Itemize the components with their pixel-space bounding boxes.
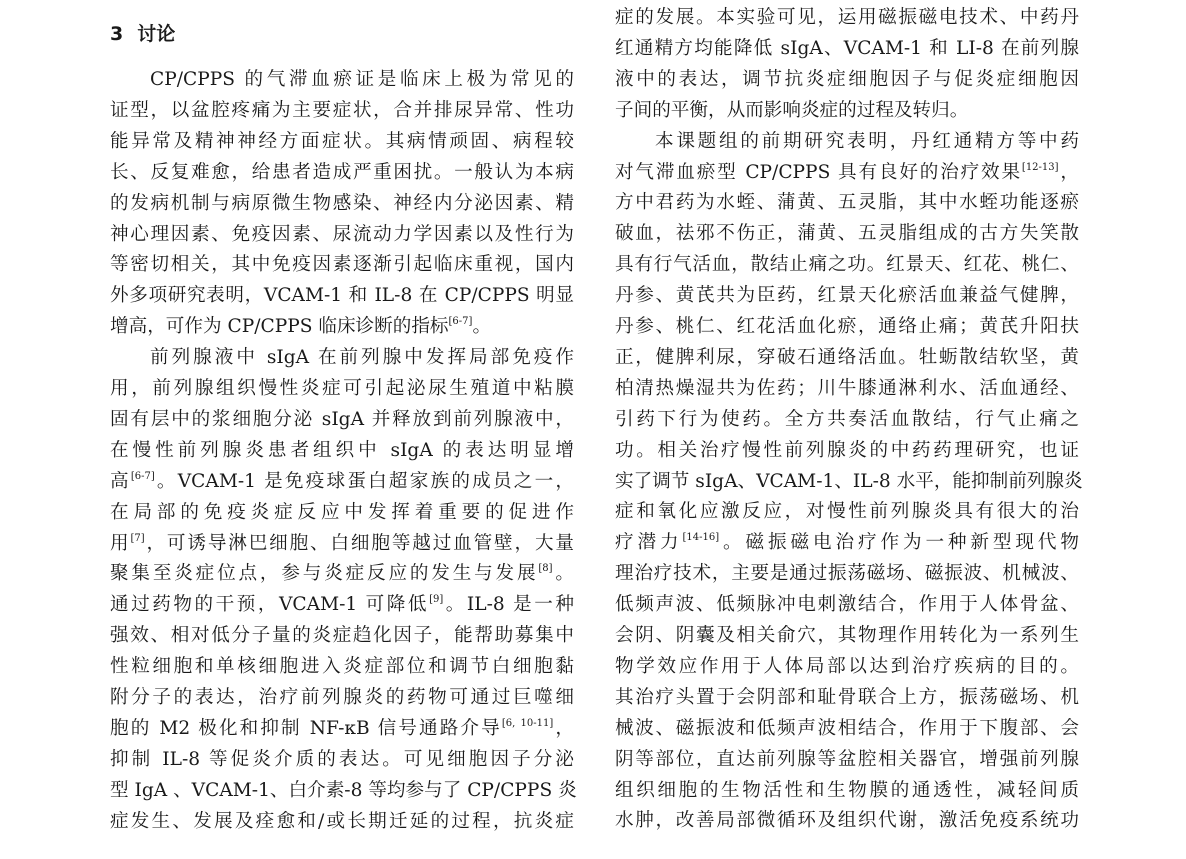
line-text: 高 <box>110 470 131 492</box>
line-text: 的发病机制与病原微生物感染、神经内分泌因素、精 <box>110 192 574 214</box>
line-text-after: 。 <box>552 563 574 585</box>
line-text: 症的发展。本实验可见，运用磁振磁电技术、中药丹 <box>615 7 1079 28</box>
line-text: 用，前列腺组织慢性炎症可引起泌尿生殖道中粘膜 <box>110 378 574 399</box>
text-line <box>110 529 574 559</box>
text-line <box>615 96 968 126</box>
line-text: 症发生、发展及痊愈和/或长期迁延的过程，抗炎症 <box>110 810 574 832</box>
line-text: CP/CPPS 的气滞血瘀证是临床上极为常见的 <box>150 69 574 90</box>
line-text-after: 。 <box>472 316 492 338</box>
text-line <box>110 250 574 280</box>
line-text: 前列腺液中 sIgA 在前列腺中发挥局部免疫作 <box>150 347 574 369</box>
line-text: 械波、磁振波和低频声波相结合，作用于下腹部、会 <box>615 717 1079 739</box>
text-line <box>615 34 1079 64</box>
text-line <box>110 776 577 806</box>
line-text: 增高，可作为 CP/CPPS 临床诊断的指标 <box>110 316 449 338</box>
text-line <box>615 776 1079 806</box>
line-text-after: 。磁振磁电治疗作为一种新型现代物 <box>719 532 1079 554</box>
text-line <box>110 281 574 311</box>
text-line <box>110 374 574 404</box>
text-line <box>615 312 1079 342</box>
line-text: 胞的 M2 极化和抑制 NF-κB 信号通路介导 <box>110 717 502 739</box>
line-text: 能异常及精神神经方面症状。其病情顽固、病程较 <box>110 130 574 152</box>
line-text: 等密切相关，其中免疫因素逐渐引起临床重视，国内 <box>110 254 574 276</box>
text-line <box>110 714 574 744</box>
citation-ref: [12-13] <box>1021 161 1059 173</box>
line-text: 丹参、黄芪共为臣药，红景天化瘀活血兼益气健脾， <box>615 285 1079 307</box>
text-line <box>615 219 1079 249</box>
citation-ref: [6-7] <box>448 316 473 328</box>
line-text: 液中的表达，调节抗炎症细胞因子与促炎症细胞因 <box>615 68 1079 90</box>
text-line <box>615 158 1079 188</box>
text-line <box>615 559 1079 589</box>
line-text: 疗潜力 <box>615 532 683 554</box>
text-line <box>615 65 1079 95</box>
line-text: 丹参、桃仁、红花活血化瘀，通络止痛；黄芪升阳扶 <box>615 316 1079 337</box>
line-text: 方中君药为水蛭、蒲黄、五灵脂，其中水蛭功能逐瘀 <box>615 192 1079 214</box>
text-line <box>615 250 1079 280</box>
citation-ref: [6-7] <box>130 470 155 482</box>
line-text: 通过药物的干预，VCAM-1 可降低 <box>110 594 430 616</box>
line-text: 引药下行为使药。全方共奏活血散结，行气止痛之 <box>615 408 1079 430</box>
text-line <box>615 683 1079 713</box>
line-text: 聚集至炎症位点，参与炎症反应的发生与发展 <box>110 563 539 585</box>
line-text: 强效、相对低分子量的炎症趋化因子，能帮助募集中 <box>110 625 574 647</box>
text-line <box>615 281 1079 311</box>
text-line <box>615 806 1079 836</box>
line-text: 本课题组的前期研究表明，丹红通精方等中药 <box>655 130 1079 152</box>
line-text: 柏清热燥湿共为佐药；川牛膝通淋利水、活血通经、 <box>615 377 1079 399</box>
citation-ref: [9] <box>429 594 444 606</box>
line-text: 正，健脾利尿，穿破石通络活血。牡蛎散结软坚，黄 <box>615 346 1079 368</box>
text-line <box>615 343 1079 373</box>
text-line <box>110 745 574 775</box>
text-line <box>110 621 574 651</box>
citation-ref: [8] <box>538 563 553 575</box>
text-line <box>110 127 574 157</box>
text-line <box>110 189 574 219</box>
text-line <box>110 807 574 837</box>
text-line <box>615 467 1083 497</box>
line-text: 在慢性前列腺炎患者组织中 sIgA 的表达明显增 <box>110 439 574 461</box>
line-text: 抑制 IL-8 等促炎介质的表达。可见细胞因子分泌 <box>110 748 574 770</box>
text-line <box>615 497 1079 527</box>
line-text: 破血，祛邪不伤正，蒲黄、五灵脂组成的古方失笑散 <box>615 223 1079 245</box>
text-line <box>110 405 574 435</box>
text-line <box>615 374 1079 404</box>
text-line <box>110 467 574 497</box>
line-text: 低频声波、低频脉冲电刺激结合，作用于人体骨盆、 <box>615 594 1079 616</box>
text-line <box>110 436 574 466</box>
text-line <box>110 220 574 250</box>
line-text: 物学效应作用于人体局部以达到治疗疾病的目的。 <box>615 655 1079 677</box>
citation-ref: [7] <box>130 532 145 544</box>
text-line <box>110 559 574 589</box>
section-title: 讨论 <box>137 23 176 45</box>
line-text-after: ，可诱导淋巴细胞、白细胞等越过血管壁，大量 <box>144 532 574 554</box>
text-line <box>110 683 574 713</box>
line-text: 实了调节 sIgA、VCAM-1、IL-8 水平，能抑制前列腺炎 <box>615 470 1083 492</box>
line-text: 红通精方均能降低 sIgA、VCAM-1 和 LI-8 在前列腺 <box>615 37 1079 59</box>
line-text: 附分子的表达，治疗前列腺炎的药物可通过巨噬细 <box>110 687 574 708</box>
text-line <box>615 3 1079 33</box>
text-line <box>615 188 1079 218</box>
text-line <box>150 65 574 95</box>
text-line <box>150 343 574 373</box>
line-text: 用 <box>110 532 131 554</box>
line-text: 证型，以盆腔疼痛为主要症状，合并排尿异常、性功 <box>110 99 574 121</box>
line-text: 会阴、阴囊及相关俞穴，其物理作用转化为一系列生 <box>615 625 1079 646</box>
line-text: 性粒细胞和单核细胞进入炎症部位和调节白细胞黏 <box>110 656 574 678</box>
text-line <box>110 590 574 620</box>
section-heading <box>110 19 175 49</box>
line-text: 功。相关治疗慢性前列腺炎的中药药理研究，也证 <box>615 439 1079 461</box>
line-text-after: 。VCAM-1 是免疫球蛋白超家族的成员之一， <box>154 470 574 492</box>
citation-ref: [6, 10-11] <box>501 717 554 729</box>
line-text: 固有层中的浆细胞分泌 sIgA 并释放到前列腺液中， <box>110 408 574 430</box>
text-line <box>110 158 574 188</box>
citation-ref: [14-16] <box>682 532 720 544</box>
text-line <box>615 590 1079 620</box>
line-text: 在局部的免疫炎症反应中发挥着重要的促进作 <box>110 501 574 523</box>
text-line <box>110 652 574 682</box>
line-text-after: ， <box>553 717 574 739</box>
line-text: 其治疗头置于会阴部和耻骨联合上方，振荡磁场、机 <box>615 686 1079 708</box>
text-line <box>615 436 1079 466</box>
text-line <box>615 745 1079 775</box>
text-line <box>655 127 1079 157</box>
line-text: 症和氧化应激反应，对慢性前列腺炎具有很大的治 <box>615 501 1079 523</box>
line-text: 神心理因素、免疫因素、尿流动力学因素以及性行为 <box>110 223 574 245</box>
section-number: 3 <box>110 23 124 45</box>
line-text-after: 。IL-8 是一种 <box>443 594 574 616</box>
line-text: 阴等部位，直达前列腺等盆腔相关器官，增强前列腺 <box>615 748 1079 770</box>
text-line <box>615 714 1079 744</box>
text-line <box>615 528 1079 558</box>
text-line <box>615 652 1079 682</box>
line-text: 具有行气活血，散结止痛之功。红景天、红花、桃仁、 <box>615 254 1079 276</box>
text-line <box>110 312 491 342</box>
line-text: 子间的平衡，从而影响炎症的过程及转归。 <box>615 99 969 121</box>
text-line <box>110 498 574 528</box>
line-text: 水肿，改善局部微循环及组织代谢，激活免疫系统功 <box>615 810 1079 832</box>
text-line <box>615 405 1079 435</box>
line-text: 型 IgA 、VCAM-1、白介素-8 等均参与了 CP/CPPS 炎 <box>110 779 577 801</box>
text-line <box>615 621 1079 651</box>
line-text: 理治疗技术，主要是通过振荡磁场、磁振波、机械波、 <box>615 563 1079 585</box>
line-text: 外多项研究表明，VCAM-1 和 IL-8 在 CP/CPPS 明显 <box>110 285 574 307</box>
line-text-after: ， <box>1058 161 1079 183</box>
line-text: 长、反复难愈，给患者造成严重困扰。一般认为本病 <box>110 161 574 183</box>
line-text: 对气滞血瘀型 CP/CPPS 具有良好的治疗效果 <box>615 161 1022 183</box>
line-text: 组织细胞的生物活性和生物膜的通透性，减轻间质 <box>615 779 1079 801</box>
text-line <box>110 96 574 126</box>
